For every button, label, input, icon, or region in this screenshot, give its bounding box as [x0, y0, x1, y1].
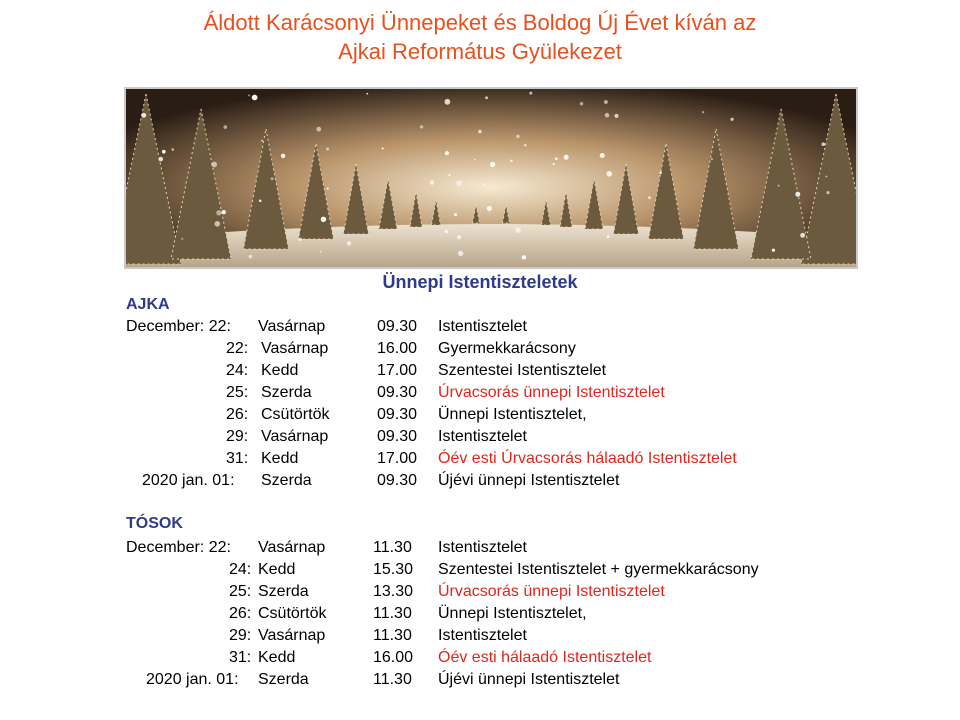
schedule-event: Úrvacsorás ünnepi Istentisztelet	[438, 583, 665, 600]
schedule-day: Kedd	[258, 561, 296, 578]
snowflake	[321, 217, 326, 222]
snowflake	[474, 159, 476, 161]
schedule-time: 09.30	[377, 384, 418, 401]
schedule-event: Istentisztelet	[438, 539, 527, 556]
snowflake	[564, 155, 569, 160]
snowflake	[445, 99, 451, 105]
winter-forest-image	[126, 89, 856, 267]
schedule-date: 22:	[226, 340, 249, 357]
snowflake	[320, 251, 322, 253]
schedule-date: December: 22:	[126, 539, 231, 556]
snowflake	[327, 187, 329, 189]
schedule-date: 29:	[229, 627, 252, 644]
schedule-day: Szerda	[261, 384, 312, 401]
schedule-row	[0, 669, 960, 691]
snowflake	[607, 171, 613, 177]
schedule-event: Óév esti hálaadó Istentisztelet	[438, 649, 652, 666]
snowflake	[478, 130, 481, 133]
schedule-date: 25:	[229, 583, 252, 600]
schedule-row	[0, 537, 960, 559]
schedule-event: Istentisztelet	[438, 627, 527, 644]
schedule-date: 31:	[226, 450, 249, 467]
schedule-day: Kedd	[261, 362, 299, 379]
schedule-time: 17.00	[377, 450, 418, 467]
snowflake	[271, 177, 274, 180]
schedule-row	[0, 448, 960, 470]
schedule-time: 16.00	[373, 649, 414, 666]
snowflake	[249, 255, 253, 259]
schedule-row	[0, 338, 960, 360]
snowflake	[449, 174, 451, 176]
schedule-date: 31:	[229, 649, 252, 666]
schedule-day: Kedd	[258, 649, 296, 666]
schedule-time: 11.30	[373, 627, 412, 644]
schedule-event: Istentisztelet	[438, 428, 527, 445]
schedule-date: December: 22:	[126, 318, 231, 335]
snowflake	[458, 251, 463, 256]
snowflake	[510, 160, 512, 162]
snowflake	[224, 125, 228, 129]
snowflake	[347, 241, 351, 245]
schedule-time: 16.00	[377, 340, 418, 357]
snowflake	[600, 153, 605, 158]
snowflake	[211, 162, 217, 168]
snowflake	[261, 140, 263, 142]
greeting-line-2: Ajkai Református Gyülekezet	[338, 39, 622, 64]
snowflake	[605, 113, 610, 118]
schedule-time: 09.30	[377, 428, 418, 445]
location-tosok: TÓSOK	[126, 515, 183, 532]
snowflake	[485, 96, 488, 99]
snowflake	[252, 95, 258, 101]
snowflake	[216, 210, 221, 215]
schedule-row	[0, 559, 960, 581]
snowflake	[524, 144, 526, 146]
schedule-time: 11.30	[373, 605, 412, 622]
snowflake	[456, 180, 462, 186]
schedule-day: Szerda	[261, 472, 312, 489]
schedule-event: Szentestei Istentisztelet + gyermekkarácsony	[438, 561, 759, 578]
schedule-time: 13.30	[373, 583, 414, 600]
schedule-time: 09.30	[377, 318, 418, 335]
snowflake	[659, 171, 662, 174]
schedule-event: Óév esti Úrvacsorás hálaadó Istentisztelet	[438, 450, 737, 467]
schedule-day: Szerda	[258, 671, 309, 688]
snowflake	[604, 100, 608, 104]
snowflake	[731, 118, 734, 121]
snowflake	[607, 236, 610, 239]
schedule-day: Csütörtök	[261, 406, 330, 423]
snowflake	[316, 127, 321, 132]
schedule-date: 2020 jan. 01:	[146, 671, 239, 688]
schedule-day: Csütörtök	[258, 605, 327, 622]
schedule-date: 29:	[226, 428, 249, 445]
schedule-time: 11.30	[373, 539, 412, 556]
schedule-row	[0, 581, 960, 603]
snowflake	[555, 157, 558, 160]
schedule-row	[0, 603, 960, 625]
snowflake	[702, 111, 704, 113]
snowflake	[822, 142, 826, 146]
schedule-event: Úrvacsorás ünnepi Istentisztelet	[438, 384, 665, 401]
schedule-row	[0, 404, 960, 426]
schedule-event: Ünnepi Istentisztelet,	[438, 406, 587, 423]
schedule-day: Szerda	[258, 583, 309, 600]
schedule-time: 15.30	[373, 561, 414, 578]
snowflake	[141, 113, 146, 118]
schedule-time: 09.30	[377, 472, 418, 489]
snowflake	[826, 176, 828, 178]
snowflake	[281, 154, 286, 159]
schedule-date: 26:	[226, 406, 249, 423]
schedule-time: 11.30	[373, 671, 412, 688]
snowflake	[382, 148, 384, 150]
snowflake	[522, 255, 526, 259]
greeting-header	[0, 8, 960, 66]
snowflake	[778, 185, 780, 187]
snowflake	[454, 213, 457, 216]
snowflake	[445, 151, 449, 155]
snowflake	[615, 114, 619, 118]
schedule-event: Ünnepi Istentisztelet,	[438, 605, 587, 622]
schedule-event: Újévi ünnepi Istentisztelet	[438, 472, 620, 489]
schedule-event: Istentisztelet	[438, 318, 527, 335]
snowflake	[298, 238, 302, 242]
schedule-day: Vasárnap	[258, 539, 326, 556]
snowflake	[181, 238, 183, 240]
snowflake	[490, 162, 495, 167]
snowflake	[172, 148, 175, 151]
schedule-time: 17.00	[377, 362, 418, 379]
schedule-day: Vasárnap	[261, 340, 329, 357]
snowflake	[159, 157, 164, 162]
snowflake	[516, 135, 519, 138]
snowflake	[162, 150, 166, 154]
schedule-row	[0, 316, 960, 338]
schedule-row	[0, 470, 960, 492]
snowflake	[215, 221, 221, 227]
snowflake	[430, 180, 435, 185]
snowflake	[457, 235, 461, 239]
schedule-date: 25:	[226, 384, 249, 401]
snowflake	[326, 148, 329, 151]
schedule-row	[0, 426, 960, 448]
snowflake	[483, 183, 485, 185]
snowflake	[772, 249, 775, 252]
location-ajka: AJKA	[126, 296, 170, 313]
snowflake	[487, 206, 492, 211]
winter-forest-banner	[124, 87, 858, 269]
snowflake	[553, 163, 555, 165]
schedule-event: Szentestei Istentisztelet	[438, 362, 607, 379]
snowflake	[711, 158, 713, 160]
snowflake	[529, 92, 532, 95]
snowflake	[420, 125, 423, 128]
schedule-title: Ünnepi Istentiszteletek	[382, 272, 578, 292]
schedule-row	[0, 625, 960, 647]
greeting-line-1: Áldott Karácsonyi Ünnepeket és Boldog Új Évet kíván az	[203, 10, 757, 35]
schedule-day: Vasárnap	[258, 318, 326, 335]
snowflake	[445, 230, 449, 234]
snowflake	[222, 210, 226, 214]
schedule-event: Gyermekkarácsony	[438, 340, 576, 357]
snowflake	[515, 228, 520, 233]
snowflake	[366, 93, 368, 95]
snowflake	[827, 191, 830, 194]
schedule-row	[0, 647, 960, 669]
schedule-row	[0, 382, 960, 404]
snowflake	[648, 196, 651, 199]
snowflake	[580, 102, 583, 105]
schedule-date: 26:	[229, 605, 252, 622]
schedule-day: Vasárnap	[258, 627, 326, 644]
schedule-event: Újévi ünnepi Istentisztelet	[438, 671, 620, 688]
schedule-day: Kedd	[261, 450, 299, 467]
snowflake	[248, 94, 250, 96]
schedule-date: 24:	[226, 362, 249, 379]
schedule-date: 24:	[229, 561, 252, 578]
schedule-row	[0, 360, 960, 382]
snowflake	[259, 200, 262, 203]
schedule-date: 2020 jan. 01:	[142, 472, 235, 489]
schedule-time: 09.30	[377, 406, 418, 423]
schedule-day: Vasárnap	[261, 428, 329, 445]
snowflake	[795, 192, 800, 197]
snowflake	[800, 233, 805, 238]
